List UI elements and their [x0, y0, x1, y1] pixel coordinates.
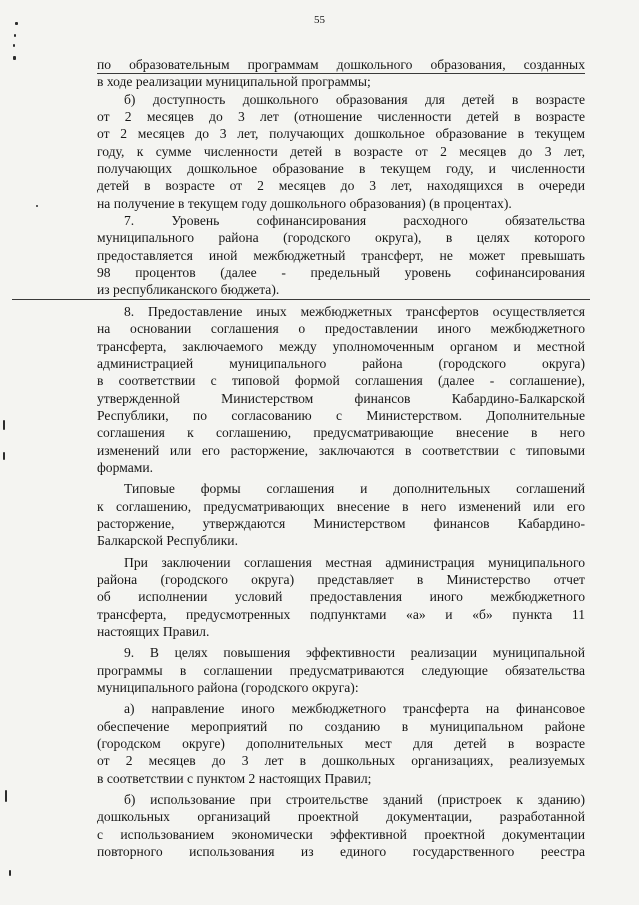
paragraph-line: 9. В целях повышения эффективности реализации муниципальной	[124, 645, 585, 661]
paragraph-line: с использованием экономически эффективной проектной документации	[97, 826, 585, 842]
paragraph-line: б) использование при строительстве зданий (пристроек к зданию)	[124, 792, 585, 808]
margin-mark	[36, 205, 38, 207]
paragraph-line: 98 процентов (далее - предельный уровень софинансирования	[97, 265, 585, 281]
paragraph-line: в соответствии с типовой формой соглашения (далее - соглашение),	[97, 373, 585, 389]
margin-mark	[3, 420, 5, 430]
margin-mark	[13, 44, 15, 47]
paragraph-line: соглашения к соглашению, предусматривающие внесение в него	[97, 425, 585, 441]
paragraph-line: по образовательным программам дошкольного образования, созданных	[97, 57, 585, 72]
page-number: 55	[314, 14, 325, 26]
paragraph-line: обеспечение мероприятий по созданию в муниципальном районе	[97, 718, 585, 734]
paragraph-line: дошкольных организаций проектной документации, разработанной	[97, 809, 585, 825]
paragraph-line: 7. Уровень софинансирования расходного обязательства	[124, 213, 585, 229]
paragraph-line: в ходе реализации муниципальной программы;	[97, 74, 371, 90]
paragraph-line: района (городского округа) представляет в Министерство отчет	[97, 571, 585, 587]
paragraph-line: настоящих Правил.	[97, 624, 210, 639]
paragraph-line: к соглашению, предусматривающих внесение в него изменений или его	[97, 498, 585, 514]
paragraph-line: изменений или его расторжение, заключаются в соответствии с типовыми	[97, 442, 585, 458]
paragraph-line: Балкарской Республики.	[97, 533, 238, 549]
paragraph-line: в соответствии с пунктом 2 настоящих Правил;	[97, 770, 372, 786]
paragraph-line: формами.	[97, 459, 154, 475]
paragraph-line: утвержденной Министерством финансов Кабардино-Балкарской	[97, 390, 585, 406]
paragraph-line: от 2 месяцев до 3 лет (отношение численности детей в возрасте	[97, 109, 585, 125]
paragraph-line: а) направление иного межбюджетного трансферта на финансовое	[124, 701, 585, 717]
paragraph-line: муниципального района (городского округа):	[97, 680, 359, 696]
paragraph-line: предоставляется иной межбюджетный трансферт, не может превышать	[97, 247, 585, 263]
paragraph-line: от 2 месяцев до 3 лет, получающих дошкольное образование в текущем	[97, 126, 585, 142]
paragraph-line: программы в соглашении предусматриваются следующие обязательства	[97, 662, 585, 678]
paragraph-line: администрацией муниципального района (городского округа)	[97, 355, 585, 371]
paragraph-line: б) доступность дошкольного образования для детей в возрасте	[124, 91, 585, 107]
paragraph-line: получающих дошкольное образование в текущем году, и численности	[97, 161, 585, 177]
paragraph-line: повторного использования из единого государственного реестра	[97, 844, 585, 860]
paragraph-line: трансферта, заключаемого между уполномоченным органом и местной	[97, 338, 585, 354]
document-body	[97, 56, 585, 860]
margin-mark	[15, 22, 18, 25]
paragraph-line: на получение в текущем году дошкольного образования) (в процентах).	[97, 195, 512, 211]
paragraph-line: При заключении соглашения местная администрация муниципального	[124, 554, 585, 570]
paragraph-line: Республики, по согласованию с Министерством. Дополнительные	[97, 407, 585, 423]
paragraph-line: от 2 месяцев до 3 лет в дошкольных организациях, реализуемых	[97, 753, 585, 769]
paragraph-line: детей в возрасте от 2 месяцев до 3 лет, находящихся в очереди	[97, 178, 585, 194]
paragraph-line: году, к сумме численности детей в возрасте от 2 месяцев до 3 лет,	[97, 143, 585, 159]
paragraph-line: Типовые формы соглашения и дополнительных соглашений	[124, 481, 585, 497]
margin-mark	[14, 34, 16, 37]
paragraph-line: из республиканского бюджета).	[97, 282, 280, 298]
paragraph-line: расторжение, утверждаются Министерством финансов Кабардино-	[97, 515, 585, 531]
margin-mark	[5, 790, 7, 802]
paragraph-line: об исполнении условий предоставления иного межбюджетного	[97, 589, 585, 605]
paragraph-line: муниципального района (городского округа), в целях которого	[97, 230, 585, 246]
margin-mark	[13, 56, 16, 60]
paragraph-line: 8. Предоставление иных межбюджетных трансфертов осуществляется	[124, 303, 585, 319]
paragraph-line: (городском округе) дополнительных мест для детей в возрасте	[97, 736, 585, 752]
paragraph-line: трансферта, предусмотренных подпунктами «а» и «б» пункта 11	[97, 606, 585, 622]
paragraph-line: на основании соглашения о предоставлении иного межбюджетного	[97, 321, 585, 337]
margin-mark	[9, 870, 11, 876]
margin-mark	[3, 452, 5, 460]
